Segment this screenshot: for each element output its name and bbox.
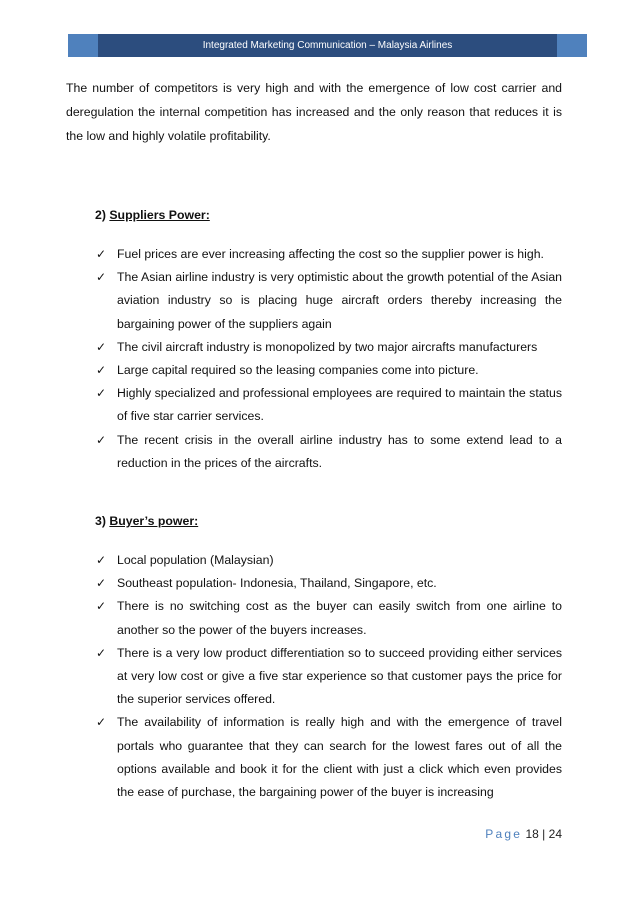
list-item-text: Large capital required so the leasing companies come into picture. xyxy=(117,363,479,378)
checkmark-icon: ✓ xyxy=(96,270,107,285)
checkmark-icon: ✓ xyxy=(96,386,107,401)
checkmark-icon: ✓ xyxy=(96,599,107,614)
list-item-text: The Asian airline industry is very optimistic about the growth potential of the Asian aviation industry so is placing huge aircraft orders thereby increasing the bargaining power of the suppliers again xyxy=(117,270,562,331)
list-item xyxy=(96,359,562,382)
section-title: Buyer’s power: xyxy=(109,514,199,528)
suppliers-bullet-list xyxy=(96,243,562,475)
checkmark-icon: ✓ xyxy=(96,576,107,591)
section-heading-buyers xyxy=(95,511,198,531)
checkmark-icon: ✓ xyxy=(96,715,107,730)
page-footer xyxy=(485,827,562,841)
total-pages: 24 xyxy=(548,827,562,841)
list-item xyxy=(96,266,562,336)
checkmark-icon: ✓ xyxy=(96,553,107,567)
list-item xyxy=(96,595,562,641)
page-header xyxy=(68,34,587,57)
list-item-text: Fuel prices are ever increasing affecting the cost so the supplier power is high. xyxy=(117,247,544,261)
list-item xyxy=(96,429,562,475)
section-number: 3) xyxy=(95,514,106,528)
checkmark-icon: ✓ xyxy=(96,363,107,378)
header-left-cap xyxy=(68,34,98,57)
buyers-bullet-list xyxy=(96,549,562,804)
list-item-text: The recent crisis in the overall airline industry has to some extend lead to a reduction in the prices of the aircrafts. xyxy=(117,432,562,470)
section-heading-suppliers xyxy=(95,205,210,225)
header-title: Integrated Marketing Communication – Malaysia Airlines xyxy=(98,34,557,57)
page-separator: | xyxy=(542,827,546,841)
list-item-text: Southeast population- Indonesia, Thailand, Singapore, etc. xyxy=(117,576,437,591)
list-item-text: The availability of information is really high and with the emergence of travel portals who guarantee that they can search for the lowest fares out of all the options available and book it for the client with just a click which even provides the ease of purchase, the bargaining power of the buyer is increasing xyxy=(117,715,562,800)
section-title: Suppliers Power: xyxy=(109,208,210,222)
page-number: 18 xyxy=(525,827,539,841)
list-item-text: Local population (Malaysian) xyxy=(117,553,274,567)
list-item-text: Highly specialized and professional employees are required to maintain the status of five star carrier services. xyxy=(117,386,562,424)
list-item-text: The civil aircraft industry is monopolized by two major aircrafts manufacturers xyxy=(117,339,538,354)
list-item xyxy=(96,572,562,595)
list-item-text: There is a very low product differentiation so to succeed providing either services at very low cost or give a five star experience so that customer pays the price for the superior services offered. xyxy=(117,645,562,707)
list-item xyxy=(96,243,562,266)
checkmark-icon: ✓ xyxy=(96,645,107,660)
checkmark-icon: ✓ xyxy=(96,247,107,261)
list-item xyxy=(96,711,562,804)
list-item xyxy=(96,336,562,359)
list-item-text: There is no switching cost as the buyer can easily switch from one airline to another so the power of the buyers increases. xyxy=(117,599,562,637)
page-label: Page xyxy=(485,827,523,841)
section-number: 2) xyxy=(95,208,106,222)
list-item xyxy=(96,382,562,428)
list-item xyxy=(96,549,562,572)
checkmark-icon: ✓ xyxy=(96,432,107,447)
list-item xyxy=(96,642,562,712)
header-right-cap xyxy=(557,34,587,57)
intro-paragraph: The number of competitors is very high and with the emergence of low cost carrier and deregulation the internal competition has increased and the only reason that reduces it is the low and highly volatile profitability. xyxy=(66,81,562,143)
checkmark-icon: ✓ xyxy=(96,339,107,354)
